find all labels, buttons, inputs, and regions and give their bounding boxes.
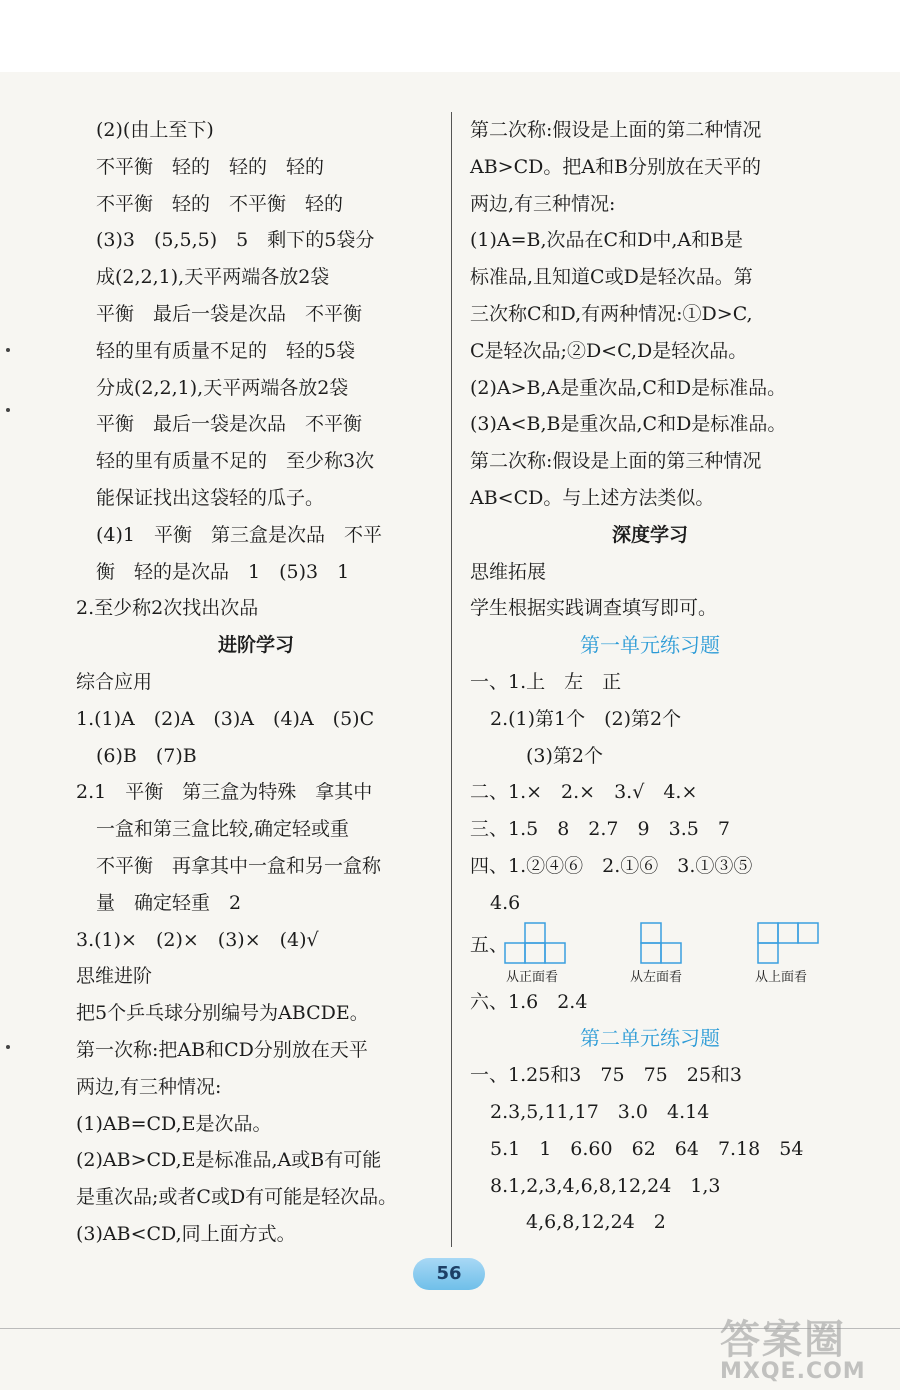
left-view-caption: 从左面看 (630, 969, 683, 985)
text-line: (2)(由上至下) (96, 119, 214, 141)
text-line: 4.6 (490, 891, 521, 914)
unit1-heading: 第一单元练习题 (580, 633, 720, 658)
subsection-heading: 综合应用 (76, 670, 153, 693)
page-number: 56 (413, 1258, 485, 1290)
text-line: 2.(1)第1个 (2)第2个 (490, 707, 682, 730)
text-line: 六、1.6 2.4 (470, 990, 588, 1013)
section-heading-deep: 深度学习 (611, 523, 688, 546)
text-line: 5.1 1 6.60 62 64 7.18 54 (490, 1137, 804, 1160)
text-line: 2.1 平衡 第三盒为特殊 拿其中 (76, 781, 373, 804)
top-view (755, 922, 823, 985)
text-line: 平衡 最后一袋是次品 不平衡 (96, 413, 363, 436)
text-line: 第二次称:假设是上面的第三种情况 (470, 450, 762, 473)
watermark-en: MXQE.COM (720, 1359, 866, 1384)
column-divider (451, 112, 452, 1247)
front-view-grid (504, 922, 568, 964)
text-line: (2)A>B,A是重次品,C和D是标准品。 (470, 376, 787, 399)
margin-dot (6, 408, 10, 412)
watermark-logo (720, 1308, 866, 1384)
section-heading-advanced: 进阶学习 (217, 634, 294, 657)
text-line: (1)A=B,次品在C和D中,A和B是 (470, 229, 744, 252)
text-line: 2.3,5,11,17 3.0 4.14 (490, 1100, 710, 1123)
text-line: 第一次称:把AB和CD分别放在天平 (76, 1038, 368, 1061)
text-line: (6)B (7)B (96, 744, 197, 767)
views-row (470, 922, 830, 984)
text-line: 标准品,且知道C或D是轻次品。第 (470, 266, 753, 289)
text-line: 四、1.②④⑥ 2.①⑥ 3.①③⑤ (470, 854, 753, 877)
text-line: 4,6,8,12,24 2 (526, 1211, 666, 1234)
margin-dot (6, 348, 10, 352)
text-line: (1)AB=CD,E是次品。 (76, 1112, 272, 1135)
subsection-heading: 思维拓展 (470, 560, 547, 583)
text-line: 衡 轻的是次品 1 (5)3 1 (96, 560, 350, 583)
left-column (76, 112, 436, 1253)
text-line: (3)A<B,B是重次品,C和D是标准品。 (470, 413, 787, 436)
text-line: (3)3 (5,5,5) 5 剩下的5袋分 (96, 229, 375, 252)
text-line: (3)第2个 (526, 744, 604, 767)
subsection-heading: 思维进阶 (76, 965, 153, 988)
text-line: (2)AB>CD,E是标准品,A或B有可能 (76, 1149, 382, 1172)
text-line: 把5个乒乓球分别编号为ABCDE。 (76, 1002, 369, 1025)
text-line: 三、1.5 8 2.7 9 3.5 7 (470, 818, 730, 841)
question-label: 五、 (470, 933, 509, 956)
unit2-heading: 第二单元练习题 (580, 1026, 720, 1051)
margin-dot (6, 1045, 10, 1049)
top-margin (0, 0, 900, 72)
text-line: AB>CD。把A和B分别放在天平的 (470, 155, 762, 178)
text-line: 不平衡 轻的 轻的 轻的 (96, 155, 325, 178)
left-view (630, 922, 686, 985)
text-line: 轻的里有质量不足的 轻的5袋 (96, 339, 356, 362)
text-line: 一、1.25和3 75 75 25和3 (470, 1064, 743, 1087)
text-line: 一盒和第三盒比较,确定轻或重 (96, 818, 350, 841)
text-line: AB<CD。与上述方法类似。 (470, 486, 715, 509)
left-view-grid (640, 922, 686, 964)
text-line: 一、1.上 左 正 (470, 670, 622, 693)
top-view-grid (757, 922, 823, 964)
text-line: 量 确定轻重 2 (96, 891, 242, 914)
text-line: 能保证找出这袋轻的瓜子。 (96, 486, 325, 509)
text-line: 第二次称:假设是上面的第二种情况 (470, 119, 762, 141)
text-line: 3.(1)× (2)× (3)× (4)√ (76, 928, 319, 951)
text-line: 不平衡 轻的 不平衡 轻的 (96, 192, 344, 215)
text-line: 8.1,2,3,4,6,8,12,24 1,3 (490, 1174, 721, 1197)
text-line: 是重次品;或者C或D有可能是轻次品。 (76, 1186, 398, 1209)
text-line: C是轻次品;②D<C,D是轻次品。 (470, 339, 748, 362)
text-line: 三次称C和D,有两种情况:①D>C, (470, 302, 753, 325)
right-column (470, 112, 830, 1241)
text-line: 二、1.× 2.× 3.√ 4.× (470, 781, 698, 804)
text-line: 轻的里有质量不足的 至少称3次 (96, 450, 375, 473)
text-line: 两边,有三种情况: (76, 1075, 222, 1098)
front-view-caption: 从正面看 (506, 969, 559, 985)
text-line: (4)1 平衡 第三盒是次品 不平 (96, 523, 383, 546)
watermark-cn: 答案圈 (720, 1317, 846, 1363)
text-line: (3)AB<CD,同上面方式。 (76, 1222, 296, 1245)
text-line: 2.至少称2次找出次品 (76, 597, 259, 620)
text-line: 不平衡 再拿其中一盒和另一盒称 (96, 854, 382, 877)
text-line: 分成(2,2,1),天平两端各放2袋 (96, 376, 349, 399)
text-line: 成(2,2,1),天平两端各放2袋 (96, 266, 330, 289)
text-line: 平衡 最后一袋是次品 不平衡 (96, 302, 363, 325)
front-view (504, 922, 568, 985)
text-line: 1.(1)A (2)A (3)A (4)A (5)C (76, 707, 375, 730)
text-line: 学生根据实践调查填写即可。 (470, 597, 718, 620)
text-line: 两边,有三种情况: (470, 192, 616, 215)
top-view-caption: 从上面看 (755, 969, 808, 985)
